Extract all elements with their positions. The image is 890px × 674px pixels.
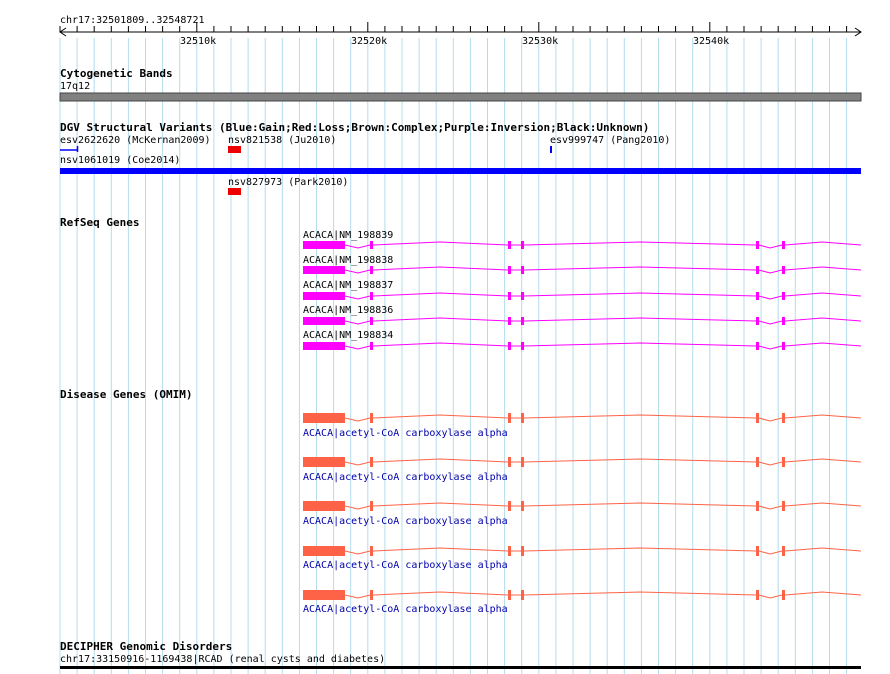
transcript-label: ACACA|NM_198834 [303,330,394,341]
omim-gene-exon [508,590,511,600]
refseq-transcript-exon [370,266,373,274]
refseq-transcript-exon [370,241,373,249]
omim-gene-utr-block [303,413,345,423]
omim-gene-exon [508,457,511,467]
omim-gene-exon [508,546,511,556]
omim-gene-exon [370,546,373,556]
ruler-tick-label: 32540k [693,36,730,47]
omim-gene-utr-block [303,457,345,467]
refseq-transcript-exon [782,342,785,350]
omim-gene-label: ACACA|acetyl-CoA carboxylase alpha [303,472,508,483]
omim-gene-utr-block [303,546,345,556]
omim-gene-exon [370,501,373,511]
dgv-feature-label: nsv1061019 (Coe2014) [60,155,181,166]
omim-gene-exon [508,413,511,423]
refseq-transcript-utr-block [303,292,345,300]
refseq-transcript-exon [782,317,785,325]
omim-gene-exon [521,546,524,556]
omim-gene-exon [756,546,759,556]
omim-gene-exon [370,413,373,423]
decipher-feature-rcad[interactable] [60,666,861,669]
refseq-track-title: RefSeq Genes [60,216,140,229]
omim-gene-exon [782,457,785,467]
omim-gene-exon [756,413,759,423]
dgv-feature-label: esv2622620 (McKernan2009) [60,135,211,146]
omim-gene-exon [782,501,785,511]
dgv-feature-label: nsv821538 (Ju2010) [228,135,337,146]
refseq-transcript-exon [370,317,373,325]
omim-gene-exon [782,590,785,600]
omim-gene-label: ACACA|acetyl-CoA carboxylase alpha [303,604,508,615]
dgv-feature-label: nsv827973 (Park2010) [228,177,349,188]
refseq-transcript-exon [370,292,373,300]
omim-gene-exon [521,590,524,600]
ruler-tick-label: 32520k [351,36,388,47]
refseq-transcript-exon [508,241,511,249]
refseq-transcript-exon [521,342,524,350]
refseq-transcript-exon [756,241,759,249]
omim-gene-exon [756,590,759,600]
ruler-tick-label: 32530k [522,36,559,47]
refseq-transcript-exon [756,342,759,350]
omim-gene-label: ACACA|acetyl-CoA carboxylase alpha [303,560,508,571]
omim-gene-label: ACACA|acetyl-CoA carboxylase alpha [303,428,508,439]
omim-gene-exon [521,457,524,467]
refseq-transcript-exon [508,317,511,325]
dgv-feature-nsv827973[interactable] [228,188,241,195]
refseq-transcript-exon [782,292,785,300]
refseq-transcript-exon [521,292,524,300]
omim-track [303,413,861,600]
cytoband-17q12[interactable] [60,93,861,101]
omim-gene-exon [756,501,759,511]
omim-gene-utr-block [303,590,345,600]
refseq-transcript-exon [782,241,785,249]
omim-gene-exon [370,590,373,600]
omim-gene-exon [521,501,524,511]
omim-gene-label: ACACA|acetyl-CoA carboxylase alpha [303,516,508,527]
transcript-label: ACACA|NM_198837 [303,280,394,291]
omim-gene-exon [782,546,785,556]
refseq-transcript-utr-block [303,241,345,249]
refseq-transcript-exon [756,292,759,300]
omim-gene-exon [756,457,759,467]
refseq-transcript-utr-block [303,342,345,350]
cytoband-track-title: Cytogenetic Bands [60,67,173,80]
refseq-transcript-exon [521,241,524,249]
region-label: chr17:32501809..32548721 [60,15,205,26]
refseq-transcript-exon [508,266,511,274]
dgv-feature-nsv821538[interactable] [228,146,241,153]
refseq-transcript-utr-block [303,266,345,274]
omim-gene-exon [370,457,373,467]
transcript-label: ACACA|NM_198839 [303,230,394,241]
refseq-transcript-exon [756,317,759,325]
decipher-track-title: DECIPHER Genomic Disorders [60,640,233,653]
transcript-label: ACACA|NM_198838 [303,255,394,266]
ruler-tick-label: 32510k [180,36,217,47]
omim-gene-utr-block [303,501,345,511]
refseq-transcript-exon [508,292,511,300]
dgv-feature-esv999747[interactable] [550,146,552,153]
refseq-transcript-exon [521,266,524,274]
cytoband-label: 17q12 [60,81,91,92]
refseq-transcript-exon [756,266,759,274]
omim-gene-exon [508,501,511,511]
transcript-label: ACACA|NM_198836 [303,305,394,316]
refseq-transcript-utr-block [303,317,345,325]
omim-track-title: Disease Genes (OMIM) [60,388,193,401]
refseq-transcript-exon [521,317,524,325]
refseq-transcript-exon [782,266,785,274]
dgv-feature-nsv1061019[interactable] [60,168,861,174]
decipher-feature-label: chr17:33150916-1169438|RCAD (renal cysts and diabetes) [60,654,386,665]
refseq-transcript-exon [370,342,373,350]
dgv-feature-label: esv999747 (Pang2010) [550,135,671,146]
dgv-track-title: DGV Structural Variants (Blue:Gain;Red:Loss;Brown:Complex;Purple:Inversion;Black:Unknown) [60,121,650,134]
omim-gene-exon [521,413,524,423]
omim-gene-exon [782,413,785,423]
refseq-transcript-exon [508,342,511,350]
